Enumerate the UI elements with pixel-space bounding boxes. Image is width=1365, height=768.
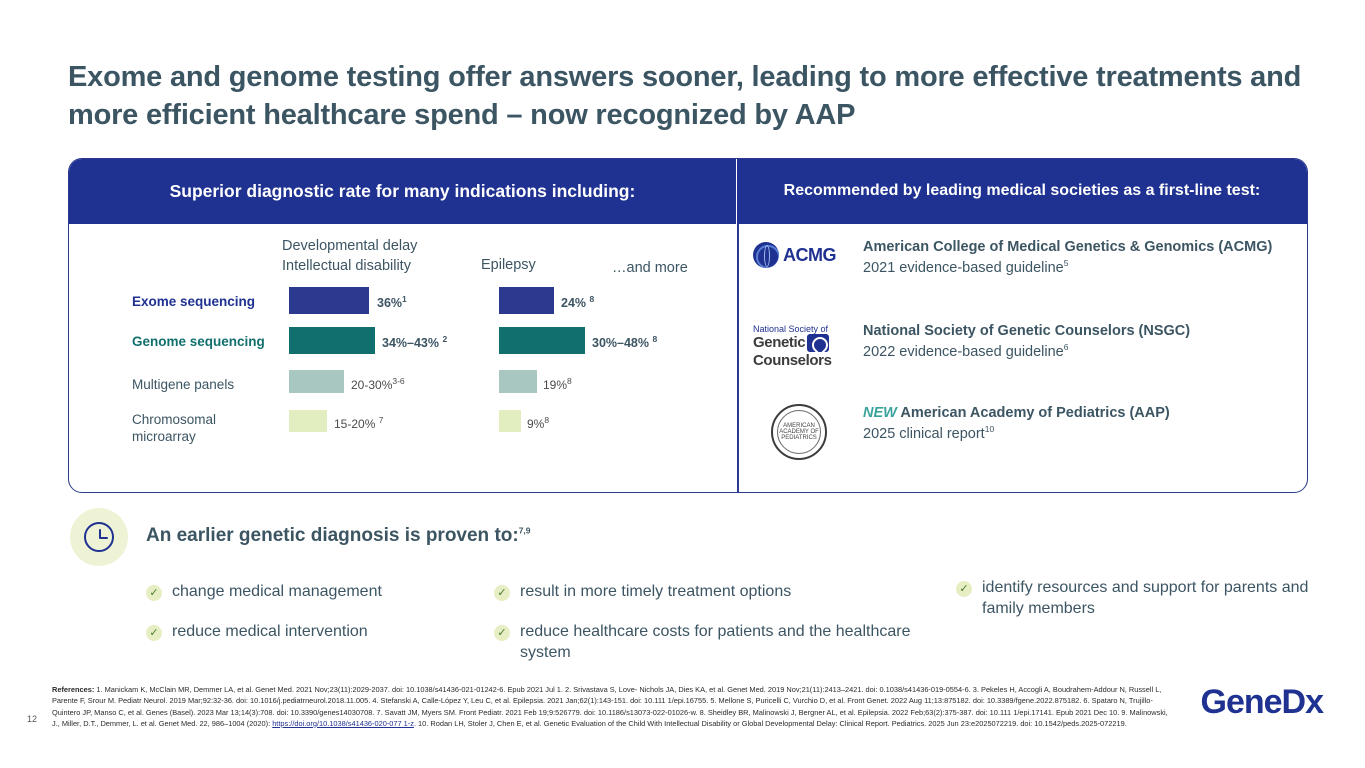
list-item [956,578,1316,620]
list-item [146,622,486,643]
bar-genome-dd [289,327,375,354]
aap-logo [753,402,863,462]
bar-value-microarray-dd-text: 15-20% [334,417,376,431]
proven-heading-text: An earlier genetic diagnosis is proven to: [146,525,519,546]
header-right-label: Recommended by leading medical societies as a first-line test: [736,159,1307,224]
bar-value-genome-epilepsy [592,334,657,350]
bar-value-microarray-dd [334,415,383,431]
globe-icon [753,242,779,268]
society-nsgc-name: National Society of Genetic Counselors (NSGC) [863,323,1191,339]
bar-exome-dd [289,287,369,314]
aap-seal-icon [771,404,827,460]
chart-column-header-more: …and more [612,260,688,276]
nsgc-logo-big1-wrap [753,334,863,352]
bar-value-microarray-epilepsy [527,415,549,431]
society-aap-name-wrap [863,404,1170,424]
bar-value-microarray-epilepsy-text: 9% [527,417,545,431]
chart-row-label-panels: Multigene panels [132,377,235,392]
bar-value-exome-epilepsy-text: 24% [561,296,587,311]
bar-ref-panels-epilepsy: 8 [567,376,572,386]
society-nsgc [753,320,1190,380]
list-item [146,582,486,603]
bar-value-panels-dd-text: 20-30% [351,378,393,392]
society-nsgc-sub-ref: 6 [1063,341,1069,352]
references-text-1: 1. Manickam K, McClain MR, Demmer LA, et al. Genet Med. 2021 Nov;23(11):2029-2037. doi: 10.1038/s41436-021-01242-6. Epub 2021 Jul 1. 2. Srivastava S, Love- Nichols JA, Dies KA, et al. Genet Med. 2019 Nov;21(11):2413–2421. doi: 0.1038/s41436-019-0554-6. 3. Pekeles H, Accogli A, Boudrahem-Addour N, Russell L, Parente F, Srour M. Pediatr Neurol. 2019 Mar;92:32-36. doi: 10.1016/j.pediatrneurol.2018.11.005. 4. Stefanski A, Calle-López Y, Leu C, et al. Epilepsia. 2021 Jan;62(1):143-151. doi: 10.111 1/epi.16755. 5. Mellone S, Puricelli C, Vurchio D, et al. Front Genet. 2022 Aug 11;13:875182. doi: 10.3389/fgene.2022.875182. 6. Spataro N, Trujillo-Quintero JP, Manso C, et al. Genes (Basel). 2023 Mar 13;14(3):708. doi: 10.3390/genes14030708. 7. Savatt JM, Myers SM. Front Pediatr. 2021 Feb 19;9:526779. doi: 10.1186/s13073-022-01026-w. 8. Sheidley BR, Malinowski J, Bergner AL, et al. Epilepsia. 2022 Feb;63(2):375-387. doi: 10.111 1/epi.17141. Epub 2021 Dec 10. 9. Malinowski, J., Miller, D.T., Demmer, L. et al. Genet Med. 22, 986–1004 (2020): [52,685,1168,728]
list-item-label: reduce healthcare costs for patients and the healthcare system [520,623,911,661]
bar-value-genome-dd [382,334,447,350]
societies-list [739,224,1308,493]
chart-row-label-genome: Genome sequencing [132,334,265,349]
bar-ref-panels-dd: 3-6 [392,376,405,386]
society-acmg-text [863,236,1272,296]
proven-heading-refs: 7,9 [518,525,531,536]
society-nsgc-sub [863,342,1190,362]
check-icon: ✓ [494,625,510,641]
society-aap-name: American Academy of Pediatrics (AAP) [900,405,1170,421]
bar-panels-epilepsy [499,370,537,393]
society-aap-sub [863,424,1170,444]
society-aap [753,402,1170,462]
bar-value-exome-dd-text: 36% [377,296,403,311]
new-badge: NEW [863,405,897,421]
diagnostic-rate-chart [69,224,737,493]
list-item [494,622,924,664]
clock-face [84,522,114,552]
bar-value-genome-epilepsy-text: 30%–48% [592,336,649,351]
society-acmg [753,236,1272,296]
reference-link[interactable]: https://doi.org/10.1038/s41436-020-077 1-z [272,718,414,728]
check-icon: ✓ [956,581,972,597]
list-item-label: change medical management [172,583,382,600]
nsgc-logo-big2: Counselors [753,352,832,370]
bar-ref-exome-dd: 1 [402,294,407,304]
bar-value-exome-dd [377,294,407,310]
bar-ref-genome-dd: 2 [442,334,448,344]
bar-microarray-epilepsy [499,410,521,432]
acmg-logo [753,236,863,296]
references-label: References: [52,685,95,694]
society-acmg-name: American College of Medical Genetics & Genomics (ACMG) [863,239,1273,255]
main-card [68,158,1308,493]
genedx-logo-text: GeneDx [1200,683,1323,721]
bar-panels-dd [289,370,344,393]
clock-icon [70,508,128,566]
aap-seal-text: AMERICAN ACADEMY OF PEDIATRICS [779,422,819,442]
bar-ref-genome-epilepsy: 8 [652,334,658,344]
references-text-2: . 10. Rodan LH, Stoler J, Chen E, et al. Genetic Evaluation of the Child With Intellectual Disability or Global Developmental Delay: Clinical Report. Pediatrics. 2025 Jun 23:e2025072219. doi: 10.1542/peds.2025-072219. [413,718,1127,728]
acmg-logo-text: ACMG [783,244,836,265]
list-item-label: result in more timely treatment options [520,583,792,600]
society-acmg-sub [863,258,1272,278]
nsgc-logo-big1: Genetic [753,334,806,352]
nsgc-logo-small-text: National Society of [753,324,829,334]
bar-value-exome-epilepsy [561,294,594,310]
list-item [494,582,914,603]
bar-exome-epilepsy [499,287,554,314]
header-left-label: Superior diagnostic rate for many indications including: [169,181,636,201]
society-acmg-sub-ref: 5 [1063,257,1069,268]
check-icon: ✓ [494,585,510,601]
card-header [69,159,1307,224]
chart-column-header-epilepsy: Epilepsy [481,257,536,273]
list-item-label: reduce medical intervention [172,623,368,640]
bar-ref-exome-epilepsy: 8 [589,294,595,304]
nsgc-logo [753,320,863,380]
bar-value-panels-epilepsy-text: 19% [543,378,568,392]
bar-ref-microarray-dd: 7 [378,415,384,425]
chart-column-header-dd [282,237,477,276]
society-nsgc-sub-text: 2022 evidence-based guideline [863,343,1064,360]
bar-value-panels-dd [351,376,405,392]
list-item-label: identify resources and support for parents and family members [982,579,1309,617]
page-number: 12 [27,714,38,724]
dna-badge-icon [807,334,829,352]
proven-heading [146,525,531,547]
page-title: Exome and genome testing offer answers sooner, leading to more effective treatments and more efficient healthcare spend – now recognized by AAP [68,61,1302,132]
society-aap-sub-ref: 10 [984,423,995,434]
check-icon: ✓ [146,625,162,641]
genedx-logo [1201,683,1324,722]
bar-value-panels-epilepsy [543,376,572,392]
chart-row-label-microarray: Chromosomal microarray [132,412,217,444]
bar-microarray-dd [289,410,327,432]
bar-genome-epilepsy [499,327,585,354]
bar-ref-microarray-epilepsy: 8 [544,415,550,425]
society-aap-text [863,402,1170,462]
society-aap-sub-text: 2025 clinical report [863,425,985,442]
society-nsgc-text [863,320,1190,380]
bar-value-genome-dd-text: 34%–43% [382,336,439,351]
chart-column-header-dd-text: Developmental delay Intellectual disability [282,238,418,274]
chart-row-label-exome: Exome sequencing [132,294,256,309]
check-icon: ✓ [146,585,162,601]
society-acmg-sub-text: 2021 evidence-based guideline [863,259,1064,276]
references-block [52,684,1172,729]
